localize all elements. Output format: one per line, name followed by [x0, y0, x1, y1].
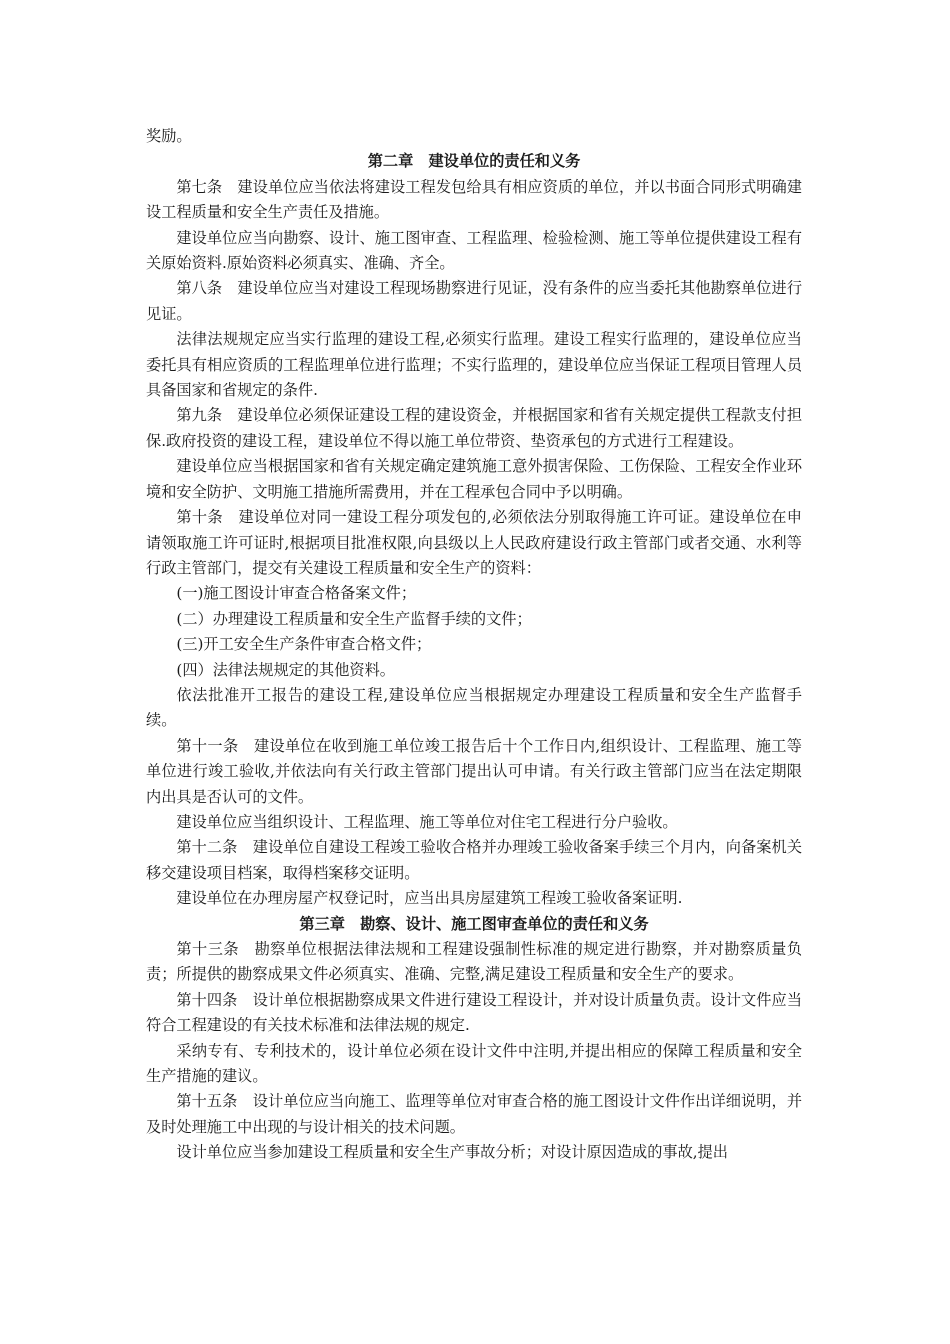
paragraph: 建设单位应当向勘察、设计、施工图审查、工程监理、检验检测、施工等单位提供建设工程有关原始资料.原始资料必须真实、准确、齐全。 [146, 228, 802, 273]
paragraph: 第十五条 设计单位应当向施工、监理等单位对审查合格的施工图设计文件作出详细说明，并及时处理施工中出现的与设计相关的技术问题。 [146, 1092, 802, 1136]
list-item: (二）办理建设工程质量和安全生产监督手续的文件； [176, 609, 532, 628]
paragraph: 建设单位应当根据国家和省有关规定确定建筑施工意外损害保险、工伤保险、工程安全作业环境和安全防护、文明施工措施所需费用，并在工程承包合同中予以明确。 [146, 457, 802, 501]
paragraph: 建设单位应当组织设计、工程监理、施工等单位对住宅工程进行分户验收。 [176, 812, 678, 831]
paragraph: 奖励。 [146, 127, 192, 145]
paragraph: 法律法规规定应当实行监理的建设工程,必须实行监理。建设工程实行监理的，建设单位应当委托具有相应资质的工程监理单位进行监理；不实行监理的，建设单位应当保证工程项目管理人员具备国家和省规定的条件. [146, 330, 802, 400]
paragraph: 第八条 建设单位应当对建设工程现场勘察进行见证，没有条件的应当委托其他勘察单位进行见证。 [146, 279, 802, 323]
document-body [146, 124, 802, 1166]
paragraph: 设计单位应当参加建设工程质量和安全生产事故分析；对设计原因造成的事故,提出 [176, 1143, 728, 1162]
paragraph: 建设单位在办理房屋产权登记时，应当出具房屋建筑工程竣工验收备案证明. [176, 889, 683, 908]
paragraph: 第十一条 建设单位在收到施工单位竣工报告后十个工作日内,组织设计、工程监理、施工等单位进行竣工验收,并依法向有关行政主管部门提出认可申请。有关行政主管部门应当在法定期限内出具是否认可的文件。 [146, 736, 802, 806]
list-item: (四）法律法规规定的其他资料。 [176, 660, 395, 679]
paragraph: 第十四条 设计单位根据勘察成果文件进行建设工程设计，并对设计质量负责。设计文件应当符合工程建设的有关技术标准和法律法规的规定. [146, 990, 802, 1035]
paragraph: 采纳专有、专利技术的，设计单位必须在设计文件中注明,并提出相应的保障工程质量和安全生产措施的建议。 [146, 1041, 802, 1086]
paragraph: 依法批准开工报告的建设工程,建设单位应当根据规定办理建设工程质量和安全生产监督手续。 [146, 685, 802, 730]
paragraph: 第十条 建设单位对同一建设工程分项发包的,必须依法分别取得施工许可证。建设单位在申请领取施工许可证时,根据项目批准权限,向县级以上人民政府建设行政主管部门或者交通、水利等行政主管部门，提交有关建设工程质量和安全生产的资料： [146, 508, 802, 577]
chapter-heading: 第三章 勘察、设计、施工图审查单位的责任和义务 [299, 914, 649, 933]
chapter-heading: 第二章 建设单位的责任和义务 [367, 152, 581, 171]
list-item: (三)开工安全生产条件审查合格文件； [176, 635, 432, 654]
paragraph: 第十二条 建设单位自建设工程竣工验收合格并办理竣工验收备案手续三个月内，向备案机关移交建设项目档案，取得档案移交证明。 [146, 838, 802, 882]
list-item: (一)施工图设计审查合格备案文件； [176, 584, 417, 603]
paragraph: 第九条 建设单位必须保证建设工程的建设资金，并根据国家和省有关规定提供工程款支付担保.政府投资的建设工程，建设单位不得以施工单位带资、垫资承包的方式进行工程建设。 [146, 406, 802, 450]
paragraph: 第七条 建设单位应当依法将建设工程发包给具有相应资质的单位，并以书面合同形式明确建设工程质量和安全生产责任及措施。 [146, 177, 802, 222]
paragraph: 第十三条 勘察单位根据法律法规和工程建设强制性标准的规定进行勘察，并对勘察质量负责；所提供的勘察成果文件必须真实、准确、完整,满足建设工程质量和安全生产的要求。 [146, 940, 802, 984]
